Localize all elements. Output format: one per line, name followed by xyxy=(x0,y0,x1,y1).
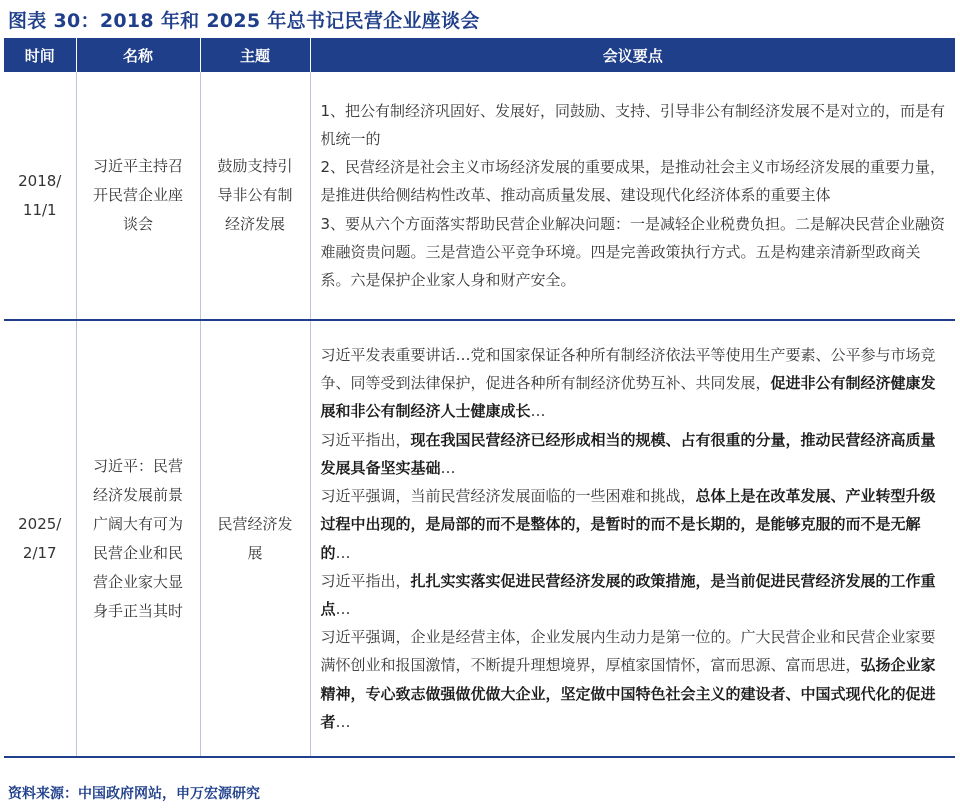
topic-text: 民营经济发展 xyxy=(217,514,293,562)
source-note: 资料来源：中国政府网站，申万宏源研究 xyxy=(8,786,260,802)
point-text: 3、要从六个方面落实帮助民营企业解决问题：一是减轻企业税费负担。二是解决民营企业融资难融资贵问题。三是营造公平竞争环境。四是完善政策执行方式。五是构建亲清新型政商关系。六是保护企业家人身和财产安全。 xyxy=(320,214,946,289)
cell-points xyxy=(310,320,955,757)
point-paragraph xyxy=(321,341,948,426)
topic-text: 鼓励支持引导非公有制经济发展 xyxy=(217,157,293,233)
point-text: 习近平发表重要讲话…党和国家保证各种所有制经济依法平等使用生产要素、公平参与市场竞争、同等受到法律保护，促进各种所有制经济优势互补、共同发展， xyxy=(320,346,936,393)
cell-points xyxy=(310,72,955,320)
header-date: 时间 xyxy=(4,38,76,72)
cell-topic xyxy=(200,320,310,757)
point-text-bold: 现在我国民营经济已经形成相当的规模、占有很重的分量，推动民营经济高质量发展具备坚实基础 xyxy=(320,430,936,477)
point-text: 习近平强调，企业是经营主体，企业发展内生动力是第一位的。广大民营企业和民营企业家要满怀创业和报国激情，不断提升理想境界，厚植家国情怀，富而思源、富而思进， xyxy=(320,628,936,675)
point-text: 习近平指出， xyxy=(320,571,411,590)
cell-topic xyxy=(200,72,310,320)
point-text: 2、民营经济是社会主义市场经济发展的重要成果，是推动社会主义市场经济发展的重要力量，是推进供给侧结构性改革、推动高质量发展、建设现代化经济体系的重要主体 xyxy=(320,158,946,205)
point-text: … xyxy=(335,599,351,618)
header-topic: 主题 xyxy=(200,38,310,72)
point-text: … xyxy=(335,712,351,731)
header-name: 名称 xyxy=(76,38,200,72)
point-text-bold: 扎扎实实落实促进民营经济发展的政策措施，是当前促进民营经济发展的工作重点 xyxy=(320,571,936,618)
point-paragraph xyxy=(321,210,948,295)
point-text-bold: 弘扬企业家精神，专心致志做强做优做大企业，坚定做中国特色社会主义的建设者、中国式现代化的促进者 xyxy=(320,656,936,731)
cell-name xyxy=(76,72,200,320)
header-points: 会议要点 xyxy=(310,38,955,72)
point-paragraph xyxy=(321,482,948,567)
table-row xyxy=(4,72,955,320)
point-text: 习近平强调，当前民营经济发展面临的一些困难和挑战， xyxy=(320,487,696,506)
point-text-bold: 促进非公有制经济健康发展和非公有制经济人士健康成长 xyxy=(320,374,936,421)
point-paragraph xyxy=(321,153,948,209)
point-paragraph xyxy=(321,623,948,736)
table-header-row xyxy=(4,38,955,72)
point-text: … xyxy=(335,543,351,562)
name-text: 习近平：民营经济发展前景广阔大有可为 民营企业和民营企业家大显身手正当其时 xyxy=(92,456,183,620)
figure-title: 图表 30：2018 年和 2025 年总书记民营企业座谈会 xyxy=(8,10,480,32)
cell-name xyxy=(76,320,200,757)
date-text: 2025/ 2/17 xyxy=(18,514,62,562)
point-text-bold: 总体上是在改革发展、产业转型升级过程中出现的，是局部的而不是整体的，是暂时的而不是长期的，是能够克服的而不是无解的 xyxy=(320,487,936,562)
name-text: 习近平主持召开民营企业座谈会 xyxy=(92,157,183,233)
point-text: 习近平指出， xyxy=(320,430,411,449)
date-text: 2018/ 11/1 xyxy=(18,171,62,219)
point-text: … xyxy=(530,402,546,421)
point-paragraph xyxy=(321,426,948,482)
point-paragraph xyxy=(321,97,948,153)
point-text: 1、把公有制经济巩固好、发展好，同鼓励、支持、引导非公有制经济发展不是对立的，而是有机统一的 xyxy=(320,101,946,148)
cell-date xyxy=(4,320,76,757)
cell-date xyxy=(4,72,76,320)
point-text: … xyxy=(440,458,456,477)
meeting-table xyxy=(4,38,955,758)
table-row xyxy=(4,320,955,757)
point-paragraph xyxy=(321,567,948,623)
